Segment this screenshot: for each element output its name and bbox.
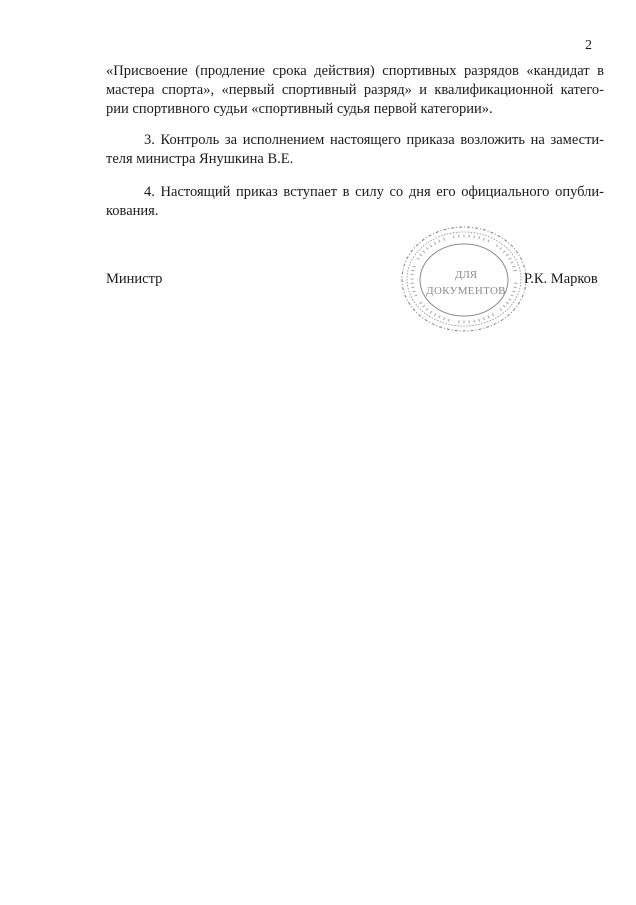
text-line: мастера спорта», «первый спортивный разряд» и квалификационной катего- — [106, 82, 604, 98]
stamp-text-line-2: ДОКУМЕНТОВ — [426, 285, 506, 297]
stamp-tick — [474, 235, 475, 238]
paragraph-item-3 — [106, 131, 604, 169]
stamp-tick — [454, 235, 455, 238]
stamp-tick — [512, 291, 515, 292]
stamp-tick — [514, 287, 517, 288]
stamp-tick — [444, 317, 445, 320]
stamp-tick — [488, 240, 489, 243]
stamp-tick — [483, 238, 484, 241]
stamp-tick — [426, 308, 428, 310]
paragraph-service-name — [106, 62, 604, 119]
stamp-tick — [500, 248, 502, 250]
stamp-tick — [511, 295, 514, 296]
stamp-tick — [426, 248, 428, 250]
stamp-tick — [439, 316, 440, 319]
signature-name: Р.К. Марков — [524, 271, 598, 287]
stamp-tick — [483, 317, 484, 320]
stamp-tick — [511, 262, 514, 263]
text-line: теля министра Янушкина В.Е. — [106, 151, 294, 167]
stamp-tick — [412, 270, 415, 271]
stamp-tick — [415, 295, 418, 296]
stamp-tick — [488, 316, 489, 319]
stamp-tick — [512, 266, 515, 267]
stamp-tick — [423, 305, 425, 307]
stamp-tick — [503, 305, 505, 307]
stamp-tick — [430, 245, 432, 247]
stamp-tick — [509, 299, 512, 300]
stamp-tick — [413, 266, 416, 267]
stamp-tick — [423, 251, 425, 253]
text-line: «Присвоение (продление срока действия) спортивных разрядов «кандидат в — [106, 63, 604, 79]
stamp-tick — [434, 314, 436, 317]
text-line: рии спортивного судьи «спортивный судья первой категории». — [106, 101, 493, 117]
stamp-tick — [430, 311, 432, 313]
stamp-tick — [514, 270, 517, 271]
stamp-tick — [492, 314, 494, 317]
stamp-tick — [506, 302, 509, 304]
text-line: кования. — [106, 203, 159, 219]
signature-role: Министр — [106, 271, 163, 287]
stamp-tick — [417, 258, 420, 259]
stamp-tick — [412, 287, 415, 288]
official-seal-stamp — [398, 222, 534, 340]
stamp-tick — [474, 320, 475, 323]
stamp-text-line-1: ДЛЯ — [454, 269, 478, 281]
text-line: 3. Контроль за исполнением настоящего приказа возложить на замести- — [144, 132, 604, 148]
page-number: 2 — [585, 38, 592, 53]
paragraph-item-4 — [106, 183, 604, 221]
text-line: 4. Настоящий приказ вступает в силу со дня его официального опубли- — [144, 184, 604, 200]
stamp-tick — [503, 251, 505, 253]
stamp-tick — [479, 319, 480, 322]
stamp-tick — [420, 254, 423, 256]
stamp-tick — [413, 291, 416, 292]
stamp-tick — [496, 245, 498, 247]
stamp-tick — [434, 242, 436, 245]
stamp-tick — [444, 238, 445, 241]
stamp-tick — [500, 308, 502, 310]
stamp-tick — [439, 240, 440, 243]
stamp-tick — [449, 319, 450, 322]
stamp-tick — [509, 258, 512, 259]
stamp-tick — [479, 236, 480, 239]
stamp-tick — [420, 302, 423, 304]
stamp-tick — [506, 254, 509, 256]
